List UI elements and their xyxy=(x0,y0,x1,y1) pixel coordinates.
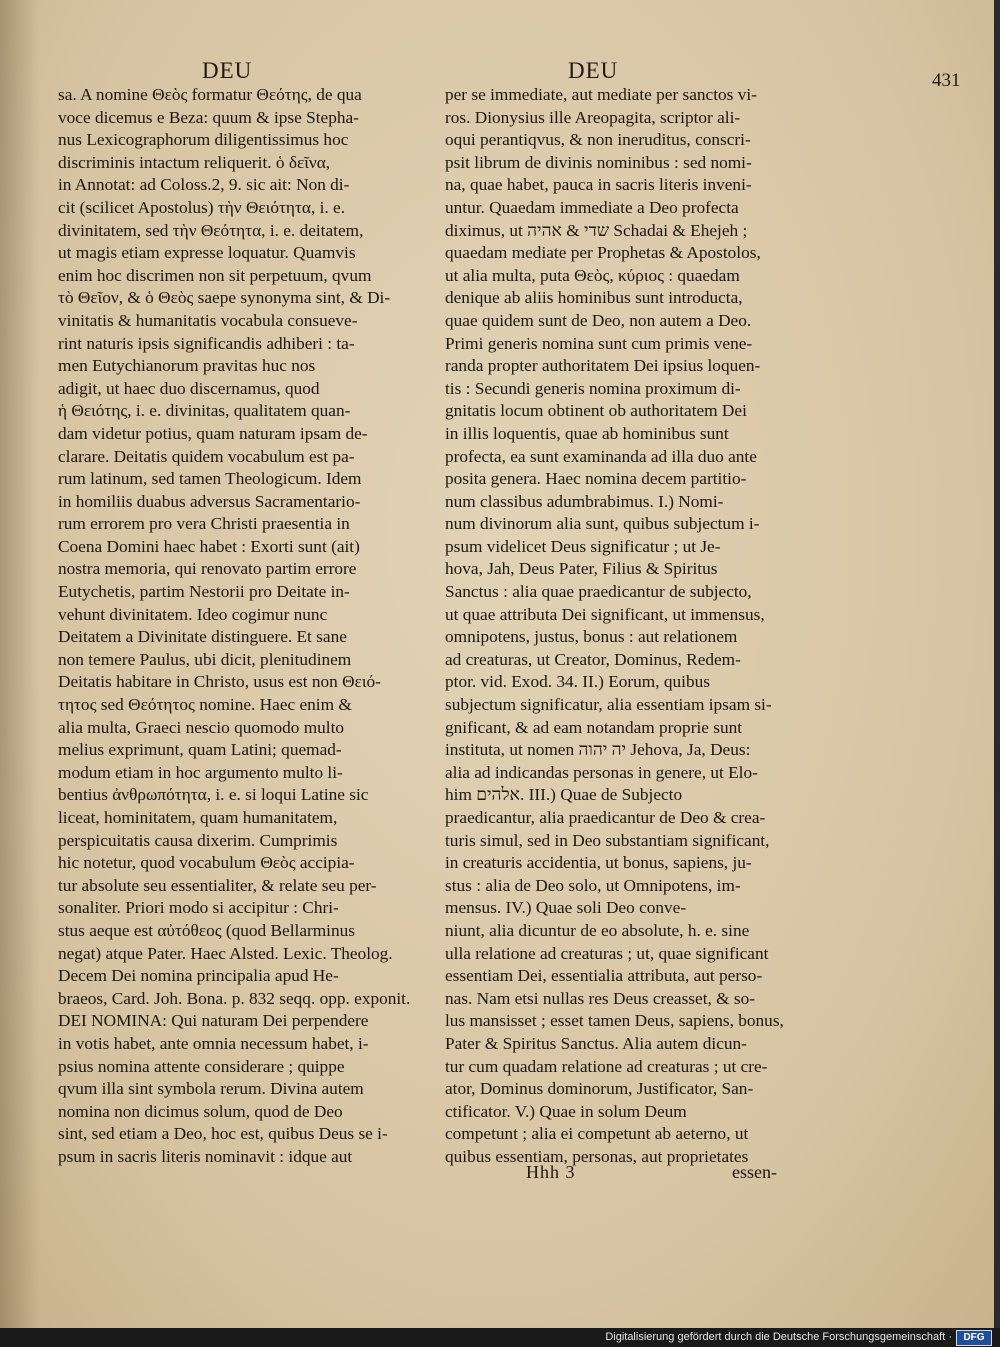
text-line: oqui perantiqvus, & non ineruditus, conscri- xyxy=(445,130,751,150)
text-line: gnitatis locum obtinent ob authoritatem Dei xyxy=(445,401,747,421)
text-line: gnificant, & ad eam notandam proprie sunt xyxy=(445,717,743,737)
catchword: essen- xyxy=(732,1162,777,1182)
text-line: liceat, hominitatem, quam humanitatem, xyxy=(58,808,338,827)
text-line: modum etiam in hoc argumento multo li- xyxy=(58,762,343,782)
dfg-logo-icon: DFG xyxy=(956,1330,992,1346)
text-line: braeos, Card. Joh. Bona. p. 832 seqq. opp. exponit. xyxy=(58,988,411,1008)
text-line: ut magis etiam expresse loquatur. Quamvis xyxy=(58,243,356,263)
text-line: diximus, ut שדי & אהיה Schadai & Ehejeh ; xyxy=(445,220,748,240)
text-line: Eutychetis, partim Nestorii pro Deitate in- xyxy=(58,582,350,602)
text-line: enim hoc discrimen non sit perpetuum, qvum xyxy=(58,265,372,285)
text-line: sonaliter. Priori modo si accipitur : Chri- xyxy=(58,898,339,918)
running-head-left: DEU xyxy=(202,58,253,83)
text-line: in homiliis duabus adversus Sacramentario- xyxy=(58,491,361,511)
text-line: τητος sed Θεότητος nomine. Haec enim & xyxy=(58,695,352,715)
dfg-credit-text: Digitalisierung gefördert durch die Deutsche Forschungsgemeinschaft · xyxy=(605,1331,952,1343)
binding-shadow xyxy=(0,0,40,1328)
text-line: quaedam mediate per Prophetas & Apostolos, xyxy=(445,243,761,263)
text-line: sint, sed etiam a Deo, hoc est, quibus Deus se i- xyxy=(58,1124,388,1144)
text-line: competunt ; alia ei competunt ab aeterno, ut xyxy=(445,1124,749,1144)
text-line: profecta, ea sunt examinanda ad illa duo ante xyxy=(445,446,757,466)
text-line: in illis loquentis, quae ab hominibus sunt xyxy=(445,423,729,443)
text-line: Decem Dei nomina principalia apud He- xyxy=(58,966,339,986)
text-line: alia ad indicandas personas in genere, ut Elo- xyxy=(445,762,758,782)
text-line: tur cum quadam relatione ad creaturas ; ut cre- xyxy=(445,1056,768,1076)
text-line: alia multa, Graeci nescio quomodo multo xyxy=(58,717,345,737)
text-line: nostra memoria, qui renovato partim errore xyxy=(58,559,357,579)
text-line: tis : Secundi generis nomina proximum di- xyxy=(445,378,741,398)
text-line: non temere Paulus, ubi dicit, plenitudinem xyxy=(58,649,352,669)
text-line: qvum illa sint symbola rerum. Divina autem xyxy=(58,1079,364,1099)
text-line: posita genera. Haec nomina decem partitio- xyxy=(445,469,747,489)
text-line: tur absolute seu essentialiter, & relate seu per- xyxy=(58,875,377,895)
text-line: ros. Dionysius ille Areopagita, scriptor ali- xyxy=(445,107,741,127)
text-line: instituta, ut nomen יה יהוה Jehova, Ja, Deus: xyxy=(445,740,751,760)
text-line: voce dicemus e Beza: quum & ipse Stepha- xyxy=(58,107,359,127)
text-line: hova, Jah, Deus Pater, Filius & Spiritus xyxy=(445,559,718,579)
text-line: ut alia multa, puta Θεὸς, κύριος : quaedam xyxy=(445,265,740,285)
text-line: subjectum significatur, alia essentiam ipsam si- xyxy=(445,695,772,715)
text-line: quibus essentiam, personas, aut proprietates xyxy=(445,1146,749,1166)
text-line: ator, Dominus dominorum, Justificator, San- xyxy=(445,1079,754,1099)
right-text-column xyxy=(445,84,815,1169)
running-head-right: DEU xyxy=(568,58,619,83)
text-line: psum in sacris literis nominavit : idque aut xyxy=(58,1146,353,1166)
text-line: clarare. Deitatis quidem vocabulum est pa- xyxy=(58,446,355,466)
text-line: divinitatem, sed τὴν Θεότητα, i. e. deitatem, xyxy=(58,220,364,240)
text-line: τὸ Θεῖον, & ὁ Θεὸς saepe synonyma sint, & Di- xyxy=(58,288,391,308)
page-number: 431 xyxy=(932,70,961,91)
text-line: sa. A nomine Θεὸς formatur Θεότης, de qua xyxy=(58,85,362,104)
text-line: cit (scilicet Apostolus) τὴν Θειότητα, i. e. xyxy=(58,197,346,217)
text-line: turis simul, sed in Deo substantiam significant, xyxy=(445,830,770,850)
text-line: ad creaturas, ut Creator, Dominus, Redem- xyxy=(445,649,741,669)
text-line: psit librum de divinis nominibus : sed nomi- xyxy=(445,152,752,172)
text-line: per se immediate, aut mediate per sanctos vi- xyxy=(445,85,757,104)
text-line: nus Lexicographorum diligentissimus hoc xyxy=(58,130,349,150)
text-line: ctificator. V.) Quae in solum Deum xyxy=(445,1101,687,1121)
text-line: DEI NOMINA: Qui naturam Dei perpendere xyxy=(58,1011,369,1031)
text-line: lus mansisset ; esset tamen Deus, sapiens, bonus, xyxy=(445,1011,784,1031)
text-line: rum errorem pro vera Christi praesentia in xyxy=(58,514,350,534)
text-line: untur. Quaedam immediate a Deo profecta xyxy=(445,197,739,217)
text-line: rum latinum, sed tamen Theologicum. Idem xyxy=(58,469,362,489)
text-line: omnipotens, justus, bonus : aut relationem xyxy=(445,627,738,647)
text-line: stus : alia de Deo solo, ut Omnipotens, im- xyxy=(445,875,741,895)
text-line: ptor. vid. Exod. 34. II.) Eorum, quibus xyxy=(445,672,710,692)
text-line: psum videlicet Deus significatur ; ut Je- xyxy=(445,536,721,556)
text-line: him אלהים. III.) Quae de Subjecto xyxy=(445,785,683,805)
text-line: adigit, ut haec duo discernamus, quod xyxy=(58,378,320,398)
text-line: na, quae habet, pauca in sacris literis inveni- xyxy=(445,175,752,195)
text-line: Deitatem a Divinitate distinguere. Et sane xyxy=(58,627,347,647)
text-line: Coena Domini haec habet : Exorti sunt (ait) xyxy=(58,536,360,556)
text-line: num divinorum alia sunt, quibus subjectum i- xyxy=(445,514,760,534)
text-line: nas. Nam etsi nullas res Deus creasset, & so- xyxy=(445,988,756,1008)
text-line: in votis habet, ante omnia necessum habet, i- xyxy=(58,1033,369,1053)
text-line: dam videtur potius, quam naturam ipsam de- xyxy=(58,423,368,443)
text-line: men Eutychianorum pravitas huc nos xyxy=(58,356,316,376)
signature-mark: Hhh 3 xyxy=(526,1162,576,1182)
text-line: praedicantur, alia praedicantur de Deo & crea- xyxy=(445,808,766,827)
text-line: essentiam Dei, essentialia attributa, aut perso- xyxy=(445,966,763,986)
text-line: num classibus adumbrabimus. I.) Nomi- xyxy=(445,491,724,511)
text-line: Deitatis habitare in Christo, usus est non Θειό- xyxy=(58,672,381,692)
text-line: stus aeque est αὐτόθεος (quod Bellarminus xyxy=(58,920,355,940)
text-line: in creaturis accidentia, ut bonus, sapiens, ju- xyxy=(445,853,752,873)
text-line: negat) atque Pater. Haec Alsted. Lexic. Theolog. xyxy=(58,943,393,963)
text-line: ut quae attributa Dei significant, ut immensus, xyxy=(445,604,765,624)
text-line: melius exprimunt, quam Latini; quemad- xyxy=(58,740,342,760)
text-line: vehunt divinitatem. Ideo cogimur nunc xyxy=(58,604,328,624)
text-line: ulla relatione ad creaturas ; ut, quae significant xyxy=(445,943,769,963)
text-line: Sanctus : alia quae praedicantur de subjecto, xyxy=(445,582,752,602)
text-line: niunt, alia dicuntur de eo absolute, h. e. sine xyxy=(445,920,750,940)
text-line: perspicuitatis causa dixerim. Cumprimis xyxy=(58,830,338,850)
text-line: discriminis intactum reliquerit. ὁ δεῖνα, xyxy=(58,152,331,172)
text-line: mensus. IV.) Quae soli Deo conve- xyxy=(445,898,687,918)
text-line: in Annotat: ad Coloss.2, 9. sic ait: Non di- xyxy=(58,175,350,195)
text-line: nomina non dicimus solum, quod de Deo xyxy=(58,1101,343,1121)
left-text-column xyxy=(58,84,428,1169)
text-line: Pater & Spiritus Sanctus. Alia autem dicun- xyxy=(445,1033,747,1053)
text-line: quae quidem sunt de Deo, non autem a Deo. xyxy=(445,310,752,330)
text-line: Primi generis nomina sunt cum primis vene- xyxy=(445,333,753,353)
text-line: hic notetur, quod vocabulum Θεὸς accipia- xyxy=(58,853,355,873)
text-line: randa propter authoritatem Dei ipsius loquen- xyxy=(445,356,761,376)
text-line: denique ab aliis hominibus sunt introducta, xyxy=(445,288,743,308)
text-line: bentius ἀνθρωπότητα, i. e. si loqui Latine sic xyxy=(58,785,369,805)
text-line: rint naturis ipsis significandis adhiberi : ta- xyxy=(58,333,355,353)
text-line: ἡ Θειότης, i. e. divinitas, qualitatem quan- xyxy=(58,401,351,421)
text-line: psius nomina attente considerare ; quippe xyxy=(58,1056,345,1076)
text-line: vinitatis & humanitatis vocabula consueve- xyxy=(58,310,358,330)
